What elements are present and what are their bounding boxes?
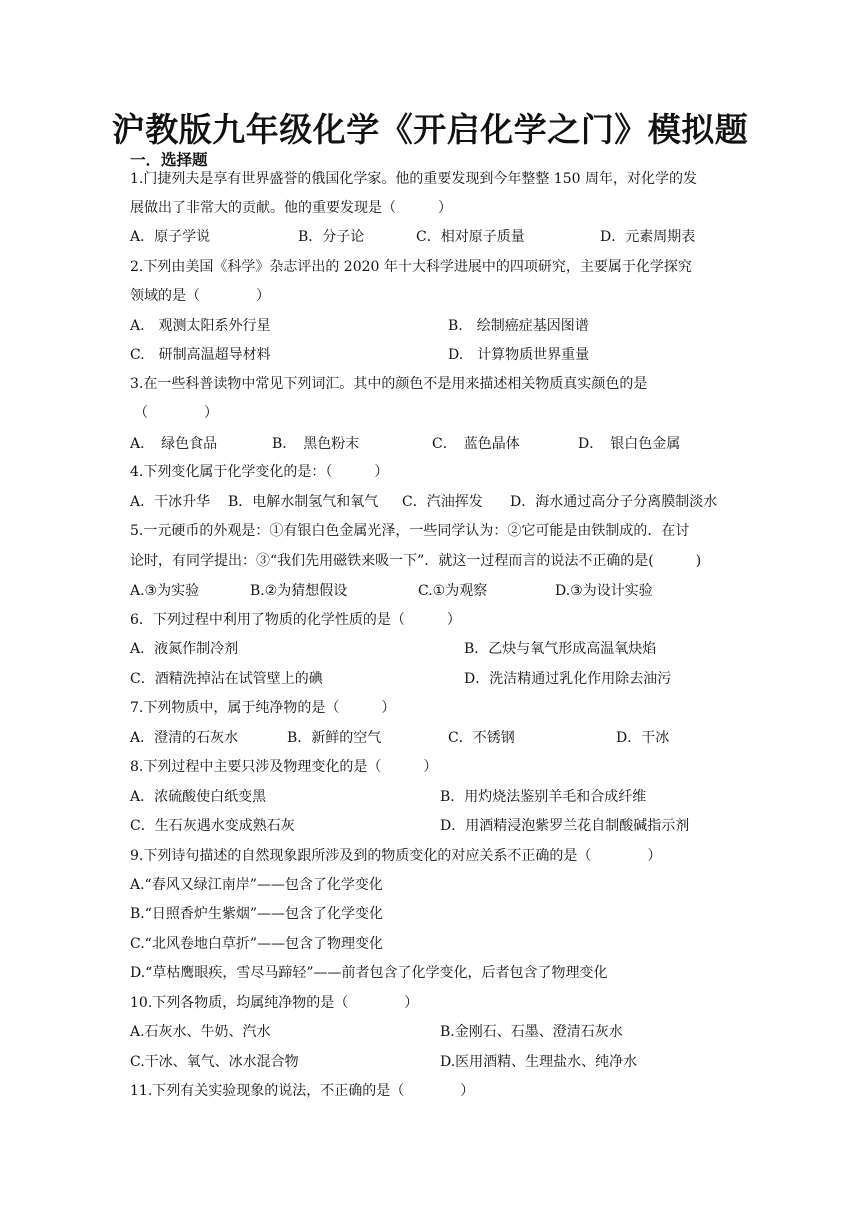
question-6-option-a: A．液氮作制冷剂 bbox=[130, 641, 239, 657]
question-6-option-d: D．洗洁精通过乳化作用除去油污 bbox=[464, 671, 672, 687]
question-3-line-2: （ ） bbox=[134, 405, 218, 421]
question-8-line-1: 8.下列过程中主要只涉及物理变化的是（ ） bbox=[130, 759, 438, 775]
question-3-option-c: C． 蓝色晶体 bbox=[432, 436, 520, 452]
question-4-line-1: 4.下列变化属于化学变化的是：（ ） bbox=[130, 464, 389, 480]
question-10-option-d: D.医用酒精、生理盐水、纯净水 bbox=[440, 1054, 638, 1070]
question-5-line-2: 论时，有同学提出：③“我们先用磁铁来吸一下”．就这一过程而言的说法不正确的是( ) bbox=[130, 553, 702, 569]
question-4-option-d: D．海水通过高分子分离膜制淡水 bbox=[510, 494, 718, 510]
question-4-option-c: C．汽油挥发 bbox=[402, 494, 483, 510]
question-2-option-c: C. 研制高温超导材料 bbox=[130, 347, 271, 363]
question-1-option-d: D．元素周期表 bbox=[600, 229, 696, 245]
question-5-line-1: 5.一元硬币的外观是：①有银白色金属光泽，一些同学认为：②它可能是由铁制成的．在讨 bbox=[130, 523, 690, 539]
question-8-option-c: C．生石灰遇水变成熟石灰 bbox=[130, 818, 295, 834]
question-2-option-a: A. 观测太阳系外行星 bbox=[130, 318, 271, 334]
question-5-option-b: B.②为猜想假设 bbox=[250, 583, 348, 599]
question-10-line-1: 10.下列各物质，均属纯净物的是（ ） bbox=[130, 995, 419, 1011]
question-1-option-c: C．相对原子质量 bbox=[416, 229, 525, 245]
question-7-line-1: 7.下列物质中，属于纯净物的是（ ） bbox=[130, 700, 396, 716]
question-7-option-b: B．新鲜的空气 bbox=[287, 730, 382, 746]
question-3-option-b: B． 黑色粉末 bbox=[272, 436, 360, 452]
question-10-option-c: C.干冰、氧气、冰水混合物 bbox=[130, 1054, 299, 1070]
question-9-option-a: A.“春风又绿江南岸”——包含了化学变化 bbox=[130, 877, 383, 893]
section-heading: 一．选择题 bbox=[130, 151, 208, 169]
question-8-option-d: D．用酒精浸泡紫罗兰花自制酸碱指示剂 bbox=[440, 818, 690, 834]
question-1-line-2: 展做出了非常大的贡献。他的重要发现是（ ） bbox=[130, 200, 452, 216]
question-1-option-a: A．原子学说 bbox=[130, 229, 211, 245]
question-3-option-d: D． 银白色金属 bbox=[578, 436, 681, 452]
question-3-line-1: 3.在一些科普读物中常见下列词汇。其中的颜色不是用来描述相关物质真实颜色的是 bbox=[130, 376, 648, 392]
question-4-option-a: A．干冰升华 bbox=[130, 494, 211, 510]
question-7-option-a: A．澄清的石灰水 bbox=[130, 730, 239, 746]
question-11-line-1: 11.下列有关实验现象的说法，不正确的是（ ） bbox=[130, 1083, 475, 1099]
question-2-line-2: 领域的是（ ） bbox=[130, 288, 270, 304]
question-5-option-a: A.③为实验 bbox=[130, 583, 200, 599]
question-9-option-c: C.“北风卷地白草折”——包含了物理变化 bbox=[130, 936, 383, 952]
question-10-option-b: B.金刚石、石墨、澄清石灰水 bbox=[440, 1024, 623, 1040]
question-8-option-b: B．用灼烧法鉴别羊毛和合成纤维 bbox=[440, 789, 647, 805]
question-2-option-d: D. 计算物质世界重量 bbox=[448, 347, 590, 363]
question-5-option-d: D.③为设计实验 bbox=[555, 583, 653, 599]
question-2-option-b: B. 绘制癌症基因图谱 bbox=[448, 318, 589, 334]
question-6-option-b: B．乙炔与氧气形成高温氧炔焰 bbox=[464, 641, 657, 657]
question-7-option-d: D．干冰 bbox=[616, 730, 670, 746]
question-4-option-b: B．电解水制氢气和氧气 bbox=[228, 494, 379, 510]
question-7-option-c: C．不锈钢 bbox=[448, 730, 515, 746]
question-9-line-1: 9.下列诗句描述的自然现象跟所涉及到的物质变化的对应关系不正确的是（ ） bbox=[130, 848, 662, 864]
document-title: 沪教版九年级化学《开启化学之门》模拟题 bbox=[111, 110, 749, 149]
question-10-option-a: A.石灰水、牛奶、汽水 bbox=[130, 1024, 271, 1040]
question-3-option-a: A． 绿色食品 bbox=[130, 436, 218, 452]
question-8-option-a: A．浓硫酸使白纸变黑 bbox=[130, 789, 267, 805]
question-6-line-1: 6．下列过程中利用了物质的化学性质的是（ ） bbox=[130, 612, 461, 628]
question-5-option-c: C.①为观察 bbox=[418, 583, 488, 599]
question-1-option-b: B．分子论 bbox=[298, 229, 365, 245]
question-9-option-b: B.“日照香炉生紫烟”——包含了化学变化 bbox=[130, 906, 384, 922]
question-1-line-1: 1.门捷列夫是享有世界盛誉的俄国化学家。他的重要发现到今年整整 150 周年，对化学的发 bbox=[130, 171, 697, 187]
question-6-option-c: C．酒精洗掉沾在试管壁上的碘 bbox=[130, 671, 323, 687]
question-2-line-1: 2.下列由美国《科学》杂志评出的 2020 年十大科学进展中的四项研究，主要属于化学探究 bbox=[130, 259, 692, 275]
question-9-option-d: D.“草枯鹰眼疾，雪尽马蹄轻”——前者包含了化学变化，后者包含了物理变化 bbox=[130, 965, 608, 981]
